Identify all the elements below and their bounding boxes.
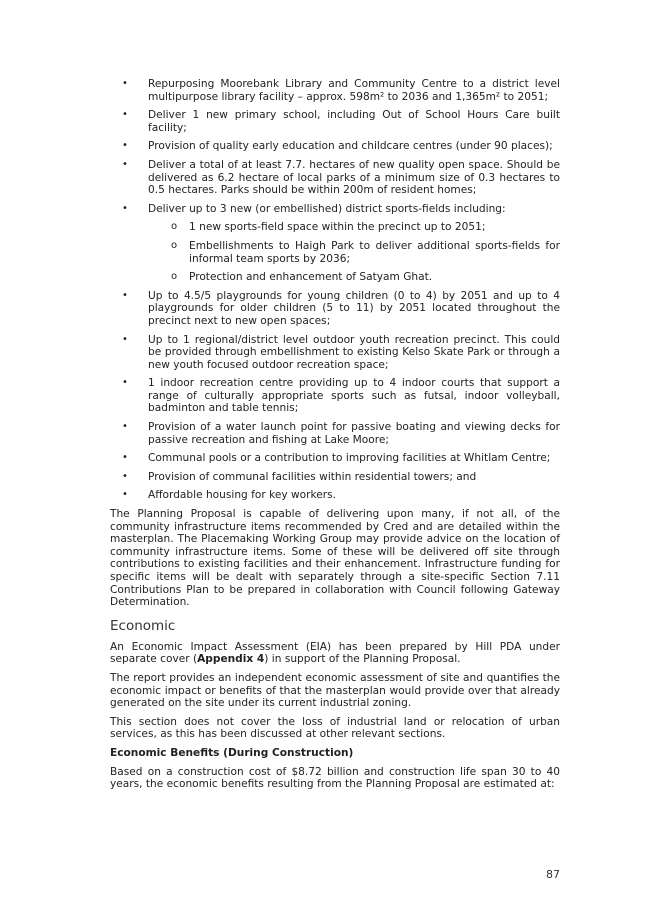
sub-list-item [148,221,560,234]
bullet-marker: • [122,140,128,152]
list-item-text: Up to 4.5/5 playgrounds for young children (0 to 4) by 2051 and up to 4 playgrounds for older children (5 to 11) by 2051 located throughout the precinct next to new open spaces; [148,289,560,327]
list-item-text: Communal pools or a contribution to improving facilities at Whitlam Centre; [148,452,551,465]
list-item [110,159,560,197]
list-item [110,452,560,465]
list-item [110,334,560,372]
sub-bullet-marker: o [171,271,178,283]
sub-list-item-text: Embellishments to Haigh Park to deliver additional sports-fields for informal team sports by 2036; [189,239,560,265]
bullet-marker: • [122,333,128,345]
infrastructure-list [110,78,560,502]
list-item-text: Deliver up to 3 new (or embellished) district sports-fields including: [148,202,506,215]
bullet-marker: • [122,489,128,501]
list-item-text: Up to 1 regional/district level outdoor youth recreation precinct. This could be provided through embellishment to existing Kelso Skate Park or through a new youth focused outdoor recreation space; [148,333,560,371]
bullet-marker: • [122,78,128,89]
planning-proposal-paragraph: The Planning Proposal is capable of delivering upon many, if not all, of the community infrastructure items recommended by Cred and are detailed within the masterplan. The Placemaking Working Group may provide advice on the location of community infrastructure items. Some of these will be delivered off site through contributions to existing facilities and their enhancement. Infrastructure funding for specific items will be dealt with separately through a site-specific Section 7.11 Contributions Plan to be prepared in collaboration with Council following Gateway Determination. [110,508,560,609]
sub-bullet-marker: o [171,221,178,233]
bullet-marker: • [122,158,128,170]
list-item-text: 1 indoor recreation centre providing up to 4 indoor courts that support a range of culturally appropriate sports such as futsal, indoor volleyball, badminton and table tennis; [148,377,560,415]
list-item [110,421,560,446]
appendix-reference: Appendix 4 [197,653,265,666]
bullet-marker: • [122,202,128,214]
list-item [110,203,560,284]
list-item-text: Deliver 1 new primary school, including Out of School Hours Care built facility; [148,109,560,134]
sub-list-item-text: 1 new sports-field space within the precinct up to 2051; [189,221,486,234]
eia-paragraph [110,641,560,666]
page-number: 87 [546,868,560,881]
sub-list-item-text: Protection and enhancement of Satyam Ghat. [189,271,433,284]
bullet-marker: • [122,452,128,464]
eia-text-end: ) in support of the Planning Proposal. [264,653,461,666]
report-paragraph: The report provides an independent economic assessment of site and quantifies the economic impact or benefits of that the masterplan would provide over that already generated on the site under its current industrial zoning. [110,671,560,710]
construction-paragraph: Based on a construction cost of $8.72 billion and construction life span 30 to 40 years, the economic benefits resulting from the Planning Proposal are estimated at: [110,765,560,791]
list-item [110,290,560,328]
sub-bullet-marker: o [171,239,178,251]
bullet-marker: • [122,470,128,482]
list-item-text: Provision of communal facilities within residential towers; and [148,470,477,483]
list-item [110,377,560,415]
list-item-text: Provision of a water launch point for passive boating and viewing decks for passive recreation and fishing at Lake Moore; [148,421,560,446]
bullet-marker: • [122,377,128,389]
list-item-text: Repurposing Moorebank Library and Community Centre to a district level multipurpose library facility – approx. 598m² to 2036 and 1,365m² to 2051; [148,78,560,103]
document-body [110,78,560,797]
economic-benefits-subheading: Economic Benefits (During Construction) [110,746,354,759]
list-item [110,140,560,153]
bullet-marker: • [122,289,128,301]
bullet-marker: • [122,109,128,121]
list-item [110,489,560,502]
scope-paragraph: This section does not cover the loss of industrial land or relocation of urban services, as this has been discussed at other relevant sections. [110,715,560,741]
list-item [110,78,560,103]
eia-text-start: An Economic Impact Assessment (EIA) has been prepared by Hill PDA under separate cover ( [110,640,560,666]
sub-list-item [148,240,560,265]
list-item-text: Affordable housing for key workers. [148,489,337,502]
list-item [110,109,560,134]
bullet-marker: • [122,421,128,433]
economic-heading: Economic [110,617,176,634]
list-item [110,471,560,484]
sub-list-item [148,271,560,284]
list-item-text: Provision of quality early education and childcare centres (under 90 places); [148,140,553,153]
sports-fields-sublist [148,221,560,283]
list-item-text: Deliver a total of at least 7.7. hectares of new quality open space. Should be delivered as 6.2 hectare of local parks of a minimum size of 0.3 hectares to 0.5 hectares. Parks should be within 200m of resident homes; [148,158,560,197]
